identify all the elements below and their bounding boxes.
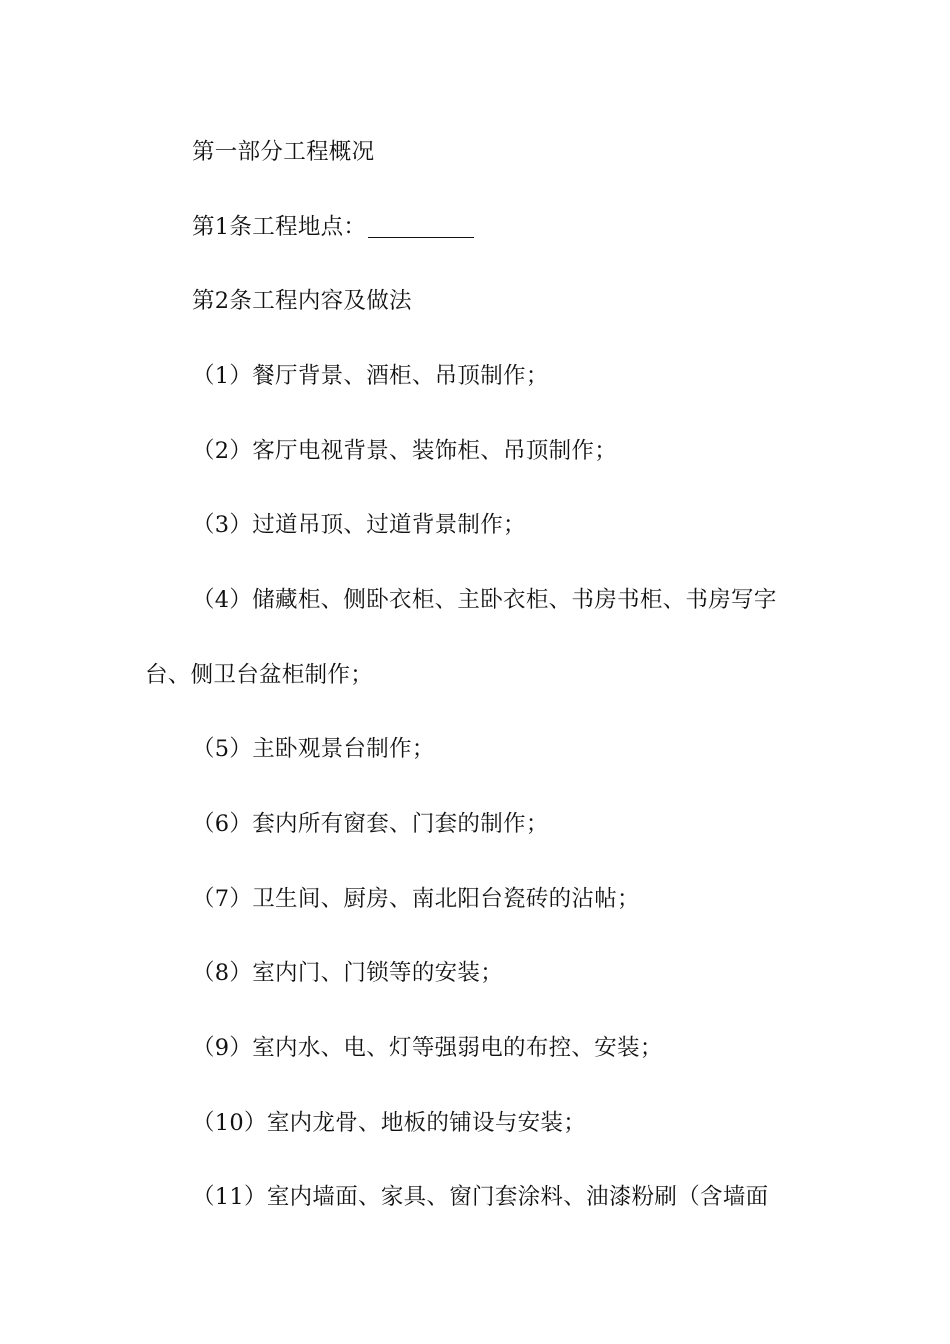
list-item-3: （3）过道吊顶、过道背景制作； <box>192 512 526 538</box>
list-item-4-continuation: 台、侧卫台盆柜制作； <box>145 662 374 688</box>
article-2-title: 第2条工程内容及做法 <box>192 288 412 314</box>
article-1-label: 第1条工程地点： <box>192 214 367 240</box>
list-item-8: （8）室内门、门锁等的安装； <box>192 960 504 986</box>
list-item-2: （2）客厅电视背景、装饰柜、吊顶制作； <box>192 438 618 464</box>
list-item-11: （11）室内墙面、家具、窗门套涂料、油漆粉刷（含墙面 <box>192 1184 769 1210</box>
list-item-6: （6）套内所有窗套、门套的制作； <box>192 811 549 837</box>
location-blank-field <box>368 215 474 238</box>
list-item-7: （7）卫生间、厨房、南北阳台瓷砖的沾帖； <box>192 886 640 912</box>
list-item-9: （9）室内水、电、灯等强弱电的布控、安装； <box>192 1035 663 1061</box>
list-item-4: （4）储藏柜、侧卧衣柜、主卧衣柜、书房书柜、书房写字 <box>192 587 777 613</box>
list-item-5: （5）主卧观景台制作； <box>192 736 435 762</box>
list-item-1: （1）餐厅背景、酒柜、吊顶制作； <box>192 363 549 389</box>
part-title: 第一部分工程概况 <box>192 139 375 165</box>
list-item-10: （10）室内龙骨、地板的铺设与安装； <box>192 1110 587 1136</box>
article-1 <box>192 212 872 242</box>
